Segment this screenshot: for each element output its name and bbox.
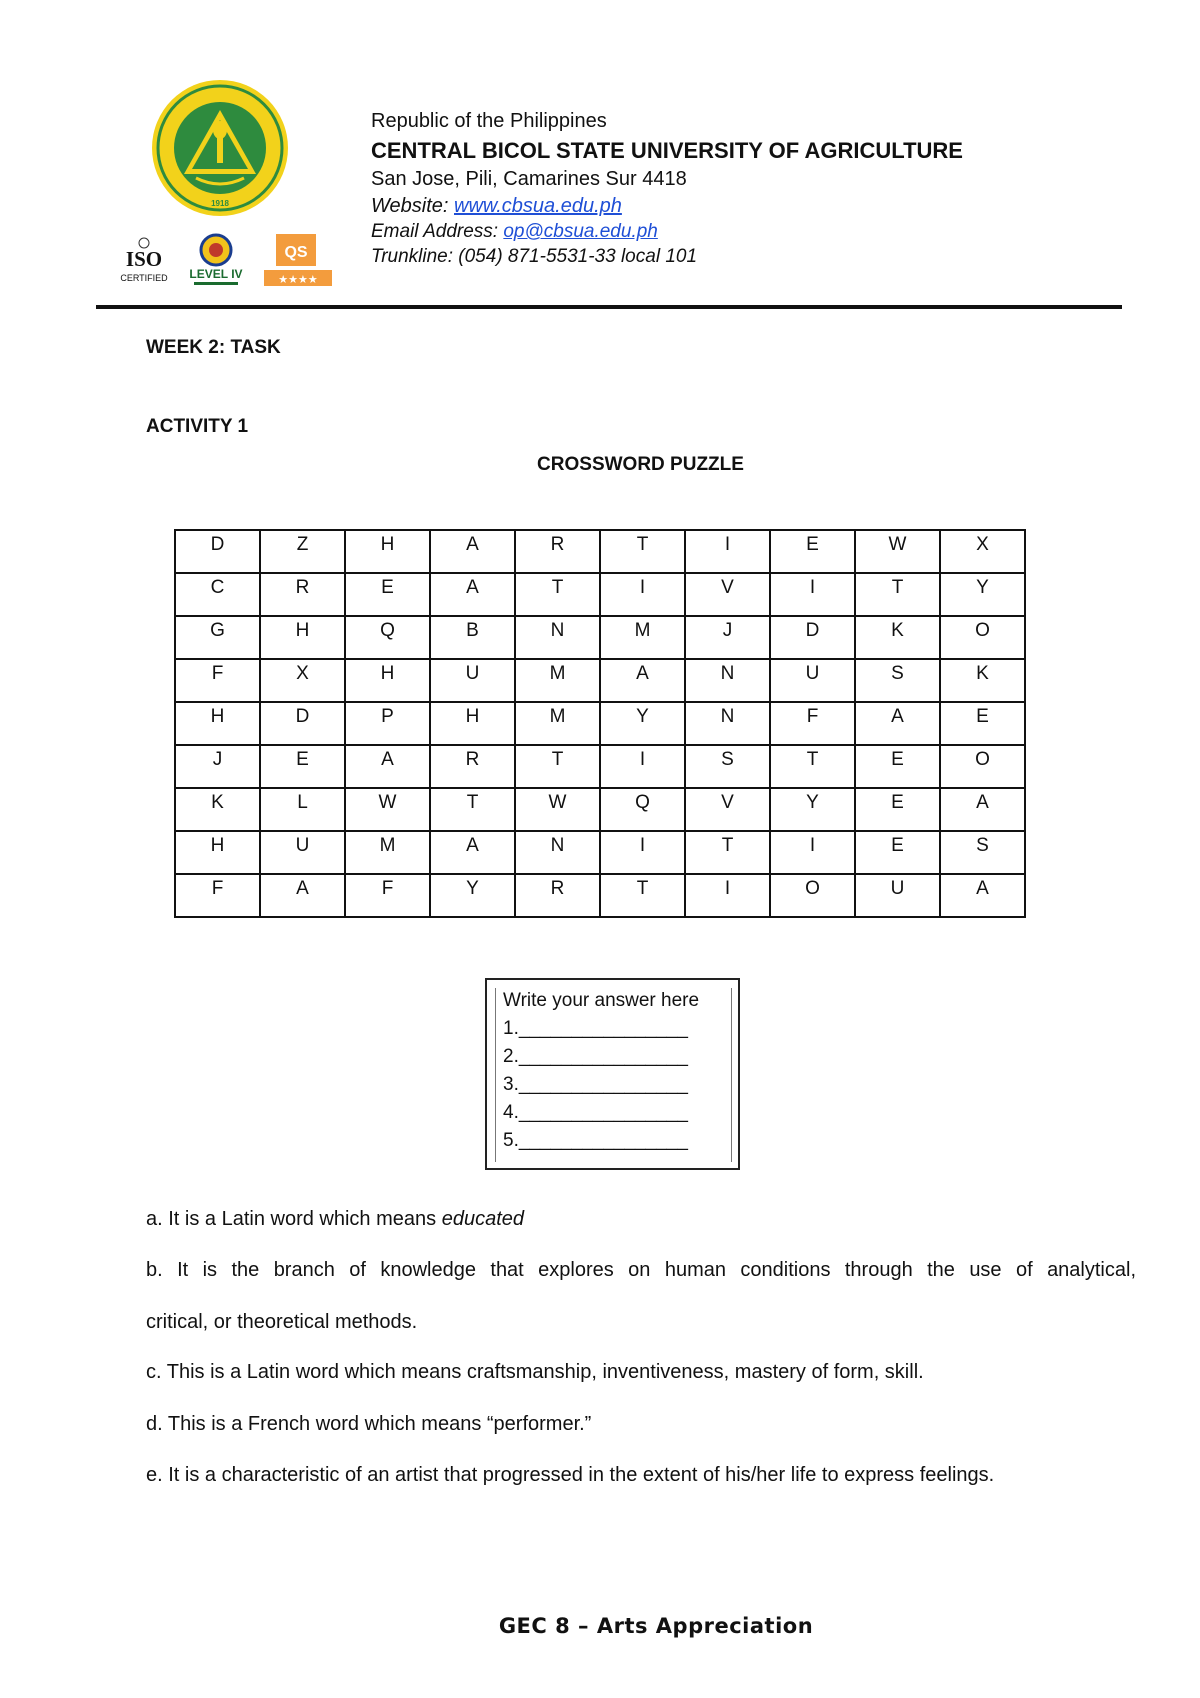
- clue-a: [146, 1208, 524, 1231]
- grid-cell[interactable]: K: [940, 659, 1025, 702]
- grid-cell[interactable]: E: [260, 745, 345, 788]
- grid-cell[interactable]: R: [515, 874, 600, 917]
- grid-cell[interactable]: J: [175, 745, 260, 788]
- puzzle-title: CROSSWORD PUZZLE: [537, 454, 744, 475]
- grid-cell[interactable]: A: [855, 702, 940, 745]
- grid-cell[interactable]: C: [175, 573, 260, 616]
- grid-cell[interactable]: Y: [600, 702, 685, 745]
- grid-cell[interactable]: Y: [940, 573, 1025, 616]
- grid-cell[interactable]: R: [430, 745, 515, 788]
- grid-cell[interactable]: L: [260, 788, 345, 831]
- email-link[interactable]: op@cbsua.edu.ph: [503, 221, 658, 242]
- grid-cell[interactable]: F: [770, 702, 855, 745]
- grid-cell[interactable]: I: [600, 831, 685, 874]
- answer-box-title: Write your answer here: [503, 990, 700, 1011]
- answer-line-5[interactable]: 5.________________: [503, 1130, 688, 1151]
- clue-d: d. This is a French word which means “performer.”: [146, 1413, 592, 1435]
- grid-cell[interactable]: U: [770, 659, 855, 702]
- grid-cell[interactable]: T: [685, 831, 770, 874]
- grid-cell[interactable]: N: [685, 702, 770, 745]
- grid-cell[interactable]: T: [515, 745, 600, 788]
- website-link[interactable]: www.cbsua.edu.ph: [454, 195, 622, 217]
- answer-line-3[interactable]: 3.________________: [503, 1074, 688, 1095]
- grid-cell[interactable]: I: [685, 530, 770, 573]
- grid-cell[interactable]: T: [600, 530, 685, 573]
- grid-row: [175, 573, 1025, 616]
- grid-cell[interactable]: E: [855, 788, 940, 831]
- grid-cell[interactable]: A: [430, 573, 515, 616]
- grid-cell[interactable]: O: [940, 616, 1025, 659]
- grid-cell[interactable]: E: [345, 573, 430, 616]
- qs-stars-logo: [264, 232, 332, 288]
- header-divider: [96, 305, 1122, 309]
- clue-b-line2: critical, or theoretical methods.: [146, 1311, 418, 1333]
- grid-cell[interactable]: J: [685, 616, 770, 659]
- grid-cell[interactable]: F: [345, 874, 430, 917]
- crossword-grid: [174, 529, 1026, 918]
- grid-cell[interactable]: K: [175, 788, 260, 831]
- header-address: San Jose, Pili, Camarines Sur 4418: [371, 168, 687, 190]
- grid-cell[interactable]: E: [770, 530, 855, 573]
- grid-cell[interactable]: N: [685, 659, 770, 702]
- answer-line-4[interactable]: 4.________________: [503, 1102, 688, 1123]
- svg-text:ISO: ISO: [125, 247, 163, 271]
- grid-cell[interactable]: H: [345, 530, 430, 573]
- svg-text:★★★★: ★★★★: [278, 273, 318, 286]
- grid-cell[interactable]: I: [685, 874, 770, 917]
- grid-row: [175, 745, 1025, 788]
- grid-cell[interactable]: A: [260, 874, 345, 917]
- grid-cell[interactable]: W: [515, 788, 600, 831]
- clue-a-text: a. It is a Latin word which means: [146, 1208, 442, 1230]
- grid-row: [175, 530, 1025, 573]
- grid-cell[interactable]: A: [345, 745, 430, 788]
- grid-cell[interactable]: Y: [770, 788, 855, 831]
- header-trunkline: Trunkline: (054) 871-5531-33 local 101: [371, 246, 698, 267]
- grid-cell[interactable]: T: [430, 788, 515, 831]
- header-republic: Republic of the Philippines: [371, 110, 607, 132]
- grid-cell[interactable]: E: [855, 745, 940, 788]
- grid-cell[interactable]: A: [940, 788, 1025, 831]
- clue-a-italic: educated: [441, 1208, 524, 1230]
- grid-cell[interactable]: T: [770, 745, 855, 788]
- grid-cell[interactable]: U: [855, 874, 940, 917]
- grid-cell[interactable]: F: [175, 874, 260, 917]
- grid-cell[interactable]: U: [430, 659, 515, 702]
- grid-cell[interactable]: A: [600, 659, 685, 702]
- grid-cell[interactable]: E: [940, 702, 1025, 745]
- grid-cell[interactable]: I: [770, 573, 855, 616]
- grid-cell[interactable]: A: [940, 874, 1025, 917]
- grid-cell[interactable]: H: [430, 702, 515, 745]
- grid-cell[interactable]: I: [600, 745, 685, 788]
- svg-text:LEVEL IV: LEVEL IV: [189, 267, 243, 281]
- grid-cell[interactable]: G: [175, 616, 260, 659]
- grid-cell[interactable]: K: [855, 616, 940, 659]
- grid-cell[interactable]: N: [515, 831, 600, 874]
- grid-cell[interactable]: Z: [260, 530, 345, 573]
- grid-row: [175, 702, 1025, 745]
- svg-text:CERTIFIED: CERTIFIED: [120, 273, 168, 283]
- grid-cell[interactable]: S: [685, 745, 770, 788]
- answer-line-2[interactable]: 2.________________: [503, 1046, 688, 1067]
- grid-cell[interactable]: A: [430, 530, 515, 573]
- grid-cell[interactable]: V: [685, 573, 770, 616]
- grid-cell[interactable]: H: [175, 831, 260, 874]
- grid-cell[interactable]: A: [430, 831, 515, 874]
- grid-cell[interactable]: H: [175, 702, 260, 745]
- grid-cell[interactable]: N: [515, 616, 600, 659]
- grid-cell[interactable]: T: [600, 874, 685, 917]
- grid-cell[interactable]: O: [770, 874, 855, 917]
- page-footer: GEC 8 – Arts Appreciation: [498, 1614, 814, 1638]
- grid-cell[interactable]: X: [260, 659, 345, 702]
- website-label: Website:: [371, 195, 454, 217]
- grid-cell[interactable]: Q: [600, 788, 685, 831]
- grid-cell[interactable]: M: [600, 616, 685, 659]
- grid-cell[interactable]: U: [260, 831, 345, 874]
- clue-c: c. This is a Latin word which means craftsmanship, inventiveness, mastery of form, skill.: [146, 1361, 924, 1383]
- week-heading: WEEK 2: TASK: [146, 337, 281, 358]
- grid-cell[interactable]: M: [345, 831, 430, 874]
- grid-cell[interactable]: P: [345, 702, 430, 745]
- grid-cell[interactable]: M: [515, 659, 600, 702]
- svg-text:1918: 1918: [211, 199, 229, 208]
- grid-row: [175, 659, 1025, 702]
- grid-cell[interactable]: D: [260, 702, 345, 745]
- grid-cell[interactable]: T: [515, 573, 600, 616]
- grid-cell[interactable]: V: [685, 788, 770, 831]
- grid-cell[interactable]: I: [770, 831, 855, 874]
- grid-cell[interactable]: Q: [345, 616, 430, 659]
- grid-cell[interactable]: R: [515, 530, 600, 573]
- grid-cell[interactable]: S: [940, 831, 1025, 874]
- grid-cell[interactable]: O: [940, 745, 1025, 788]
- grid-cell[interactable]: S: [855, 659, 940, 702]
- svg-text:QS: QS: [284, 244, 308, 261]
- grid-cell[interactable]: T: [855, 573, 940, 616]
- grid-row: [175, 874, 1025, 917]
- header-website: [371, 195, 622, 218]
- grid-row: [175, 831, 1025, 874]
- iso-certified-logo: [116, 236, 172, 284]
- grid-cell[interactable]: H: [345, 659, 430, 702]
- grid-cell[interactable]: R: [260, 573, 345, 616]
- clue-b-line1: b. It is the branch of knowledge that explores on human conditions through the use of analytical,: [146, 1259, 1136, 1281]
- level-iv-accreditation-logo: [184, 232, 248, 288]
- header-email: [371, 221, 658, 243]
- grid-cell[interactable]: D: [770, 616, 855, 659]
- clue-e: e. It is a characteristic of an artist that progressed in the extent of his/her life to express feelings.: [146, 1464, 995, 1486]
- answer-line-1[interactable]: 1.________________: [503, 1018, 688, 1039]
- grid-cell[interactable]: W: [345, 788, 430, 831]
- activity-heading: ACTIVITY 1: [146, 416, 249, 437]
- grid-cell[interactable]: Y: [430, 874, 515, 917]
- grid-cell[interactable]: W: [855, 530, 940, 573]
- grid-row: [175, 616, 1025, 659]
- grid-cell[interactable]: B: [430, 616, 515, 659]
- header-university-name: CENTRAL BICOL STATE UNIVERSITY OF AGRICULTURE: [371, 138, 963, 163]
- grid-row: [175, 788, 1025, 831]
- grid-cell[interactable]: D: [175, 530, 260, 573]
- university-seal-logo: [150, 78, 290, 218]
- grid-cell[interactable]: I: [600, 573, 685, 616]
- email-label: Email Address:: [371, 221, 504, 242]
- grid-cell[interactable]: X: [940, 530, 1025, 573]
- grid-cell[interactable]: H: [260, 616, 345, 659]
- grid-cell[interactable]: E: [855, 831, 940, 874]
- grid-cell[interactable]: M: [515, 702, 600, 745]
- grid-cell[interactable]: F: [175, 659, 260, 702]
- answer-box: [485, 978, 740, 1170]
